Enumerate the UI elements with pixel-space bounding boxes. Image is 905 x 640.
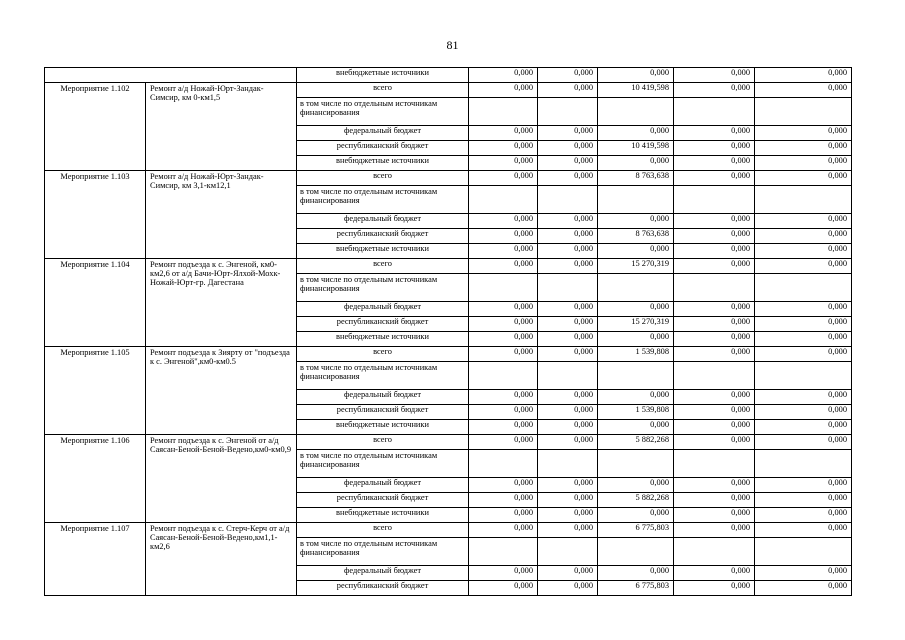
value-cell: 0,000 (674, 435, 755, 450)
activity-code-cell: Мероприятие 1.107 (45, 523, 146, 596)
value-cell: 0,000 (755, 68, 852, 83)
activity-code-cell: Мероприятие 1.103 (45, 171, 146, 259)
value-cell: 0,000 (538, 420, 598, 435)
value-cell: 0,000 (755, 508, 852, 523)
funding-source-cell: всего (297, 259, 469, 274)
value-cell: 0,000 (674, 508, 755, 523)
value-cell: 0,000 (598, 156, 674, 171)
value-cell: 0,000 (538, 508, 598, 523)
funding-source-cell: федеральный бюджет (297, 390, 469, 405)
value-cell: 0,000 (538, 523, 598, 538)
activity-name-cell: Ремонт подъезда к Зиярту от "подъезда к с. Энгеной",км0-км0.5 (146, 347, 297, 435)
value-cell: 0,000 (674, 493, 755, 508)
value-cell: 0,000 (538, 302, 598, 317)
value-cell: 5 882,268 (598, 493, 674, 508)
value-cell: 8 763,638 (598, 171, 674, 186)
value-cell: 0,000 (674, 141, 755, 156)
value-cell: 0,000 (469, 405, 538, 420)
value-cell: 0,000 (469, 68, 538, 83)
value-cell: 0,000 (538, 156, 598, 171)
funding-source-cell: в том числе по отдельным источникам финансирования (297, 274, 469, 302)
value-cell: 0,000 (469, 493, 538, 508)
value-cell: 0,000 (755, 156, 852, 171)
value-cell: 0,000 (674, 68, 755, 83)
funding-source-cell: республиканский бюджет (297, 405, 469, 420)
value-cell: 0,000 (598, 566, 674, 581)
value-cell: 5 882,268 (598, 435, 674, 450)
value-cell: 0,000 (469, 435, 538, 450)
value-cell: 0,000 (674, 523, 755, 538)
value-cell: 0,000 (674, 420, 755, 435)
value-cell: 0,000 (755, 332, 852, 347)
blank-cell (45, 68, 297, 83)
activity-code-cell: Мероприятие 1.106 (45, 435, 146, 523)
funding-source-cell: внебюджетные источники (297, 156, 469, 171)
value-cell: 0,000 (469, 156, 538, 171)
funding-source-cell: федеральный бюджет (297, 214, 469, 229)
table-row (45, 435, 852, 450)
value-cell: 0,000 (755, 347, 852, 362)
value-cell: 0,000 (674, 229, 755, 244)
funding-source-cell: республиканский бюджет (297, 229, 469, 244)
value-cell: 0,000 (538, 478, 598, 493)
value-cell: 0,000 (469, 171, 538, 186)
carryover-row (45, 68, 852, 83)
value-cell (674, 538, 755, 566)
table-body (45, 68, 852, 596)
value-cell (469, 538, 538, 566)
value-cell (598, 450, 674, 478)
table-row (45, 83, 852, 98)
value-cell: 0,000 (755, 390, 852, 405)
funding-source-cell: республиканский бюджет (297, 317, 469, 332)
value-cell (755, 186, 852, 214)
funding-source-cell: в том числе по отдельным источникам финансирования (297, 186, 469, 214)
value-cell: 0,000 (755, 405, 852, 420)
value-cell: 0,000 (538, 126, 598, 141)
budget-table (44, 67, 852, 596)
value-cell: 0,000 (755, 229, 852, 244)
value-cell: 0,000 (674, 566, 755, 581)
activity-name-cell: Ремонт подъезда к с. Энгеной от а/д Саясан-Беной-Беной-Ведено,км0-км0,9 (146, 435, 297, 523)
value-cell (674, 274, 755, 302)
table-row (45, 259, 852, 274)
value-cell: 0,000 (598, 478, 674, 493)
value-cell: 0,000 (598, 508, 674, 523)
value-cell (598, 362, 674, 390)
funding-source-cell: всего (297, 347, 469, 362)
value-cell: 0,000 (674, 259, 755, 274)
value-cell: 0,000 (469, 126, 538, 141)
value-cell: 6 775,803 (598, 523, 674, 538)
funding-source-cell: федеральный бюджет (297, 566, 469, 581)
value-cell: 0,000 (598, 302, 674, 317)
value-cell: 0,000 (469, 229, 538, 244)
value-cell: 0,000 (674, 347, 755, 362)
value-cell (598, 274, 674, 302)
value-cell (469, 274, 538, 302)
value-cell: 0,000 (469, 141, 538, 156)
value-cell: 0,000 (598, 126, 674, 141)
value-cell: 0,000 (469, 390, 538, 405)
value-cell: 0,000 (674, 302, 755, 317)
value-cell (538, 362, 598, 390)
funding-source-cell: в том числе по отдельным источникам финансирования (297, 362, 469, 390)
value-cell: 0,000 (674, 156, 755, 171)
value-cell: 0,000 (538, 259, 598, 274)
value-cell: 0,000 (674, 214, 755, 229)
value-cell: 0,000 (755, 420, 852, 435)
funding-source-cell: в том числе по отдельным источникам финансирования (297, 538, 469, 566)
value-cell: 10 419,598 (598, 141, 674, 156)
value-cell: 0,000 (538, 347, 598, 362)
activity-name-cell: Ремонт а/д Ножай-Юрт-Зандак-Симсир, км 3,1-км12,1 (146, 171, 297, 259)
funding-source-cell: республиканский бюджет (297, 141, 469, 156)
funding-source-cell: внебюджетные источники (297, 508, 469, 523)
funding-source-cell: всего (297, 435, 469, 450)
value-cell: 0,000 (538, 171, 598, 186)
value-cell (674, 98, 755, 126)
value-cell (469, 186, 538, 214)
value-cell: 0,000 (674, 405, 755, 420)
value-cell (469, 98, 538, 126)
value-cell: 0,000 (598, 214, 674, 229)
value-cell: 0,000 (755, 244, 852, 259)
funding-source-cell: в том числе по отдельным источникам финансирования (297, 98, 469, 126)
value-cell: 0,000 (674, 126, 755, 141)
value-cell (674, 450, 755, 478)
value-cell: 0,000 (538, 390, 598, 405)
value-cell: 0,000 (538, 566, 598, 581)
value-cell: 0,000 (469, 420, 538, 435)
value-cell: 0,000 (538, 405, 598, 420)
value-cell: 0,000 (469, 478, 538, 493)
value-cell: 0,000 (538, 581, 598, 596)
value-cell: 0,000 (469, 566, 538, 581)
value-cell: 10 419,598 (598, 83, 674, 98)
value-cell: 0,000 (598, 390, 674, 405)
table-row (45, 171, 852, 186)
value-cell: 0,000 (469, 332, 538, 347)
value-cell: 0,000 (538, 317, 598, 332)
activity-code-cell: Мероприятие 1.105 (45, 347, 146, 435)
value-cell: 0,000 (469, 508, 538, 523)
funding-source-cell: всего (297, 83, 469, 98)
funding-source-cell: республиканский бюджет (297, 493, 469, 508)
value-cell: 0,000 (469, 523, 538, 538)
value-cell (598, 186, 674, 214)
value-cell: 0,000 (538, 68, 598, 83)
value-cell (674, 362, 755, 390)
value-cell: 1 539,808 (598, 347, 674, 362)
value-cell (598, 538, 674, 566)
value-cell: 0,000 (755, 478, 852, 493)
value-cell: 0,000 (674, 478, 755, 493)
value-cell: 0,000 (469, 317, 538, 332)
value-cell: 0,000 (469, 581, 538, 596)
value-cell: 0,000 (674, 581, 755, 596)
value-cell: 0,000 (538, 214, 598, 229)
funding-source-cell: внебюджетные источники (297, 244, 469, 259)
value-cell: 0,000 (469, 302, 538, 317)
page-number: 81 (446, 38, 459, 52)
value-cell: 0,000 (755, 317, 852, 332)
value-cell: 0,000 (538, 493, 598, 508)
value-cell: 1 539,808 (598, 405, 674, 420)
value-cell: 0,000 (755, 259, 852, 274)
value-cell: 0,000 (755, 214, 852, 229)
value-cell: 0,000 (674, 171, 755, 186)
value-cell: 0,000 (469, 214, 538, 229)
value-cell: 0,000 (674, 317, 755, 332)
value-cell: 0,000 (598, 68, 674, 83)
value-cell: 0,000 (538, 435, 598, 450)
value-cell: 0,000 (538, 244, 598, 259)
value-cell: 0,000 (674, 332, 755, 347)
value-cell: 15 270,319 (598, 259, 674, 274)
value-cell (755, 450, 852, 478)
value-cell: 0,000 (674, 244, 755, 259)
value-cell: 0,000 (538, 83, 598, 98)
value-cell (538, 274, 598, 302)
table-row (45, 523, 852, 538)
value-cell: 0,000 (755, 141, 852, 156)
value-cell: 0,000 (755, 493, 852, 508)
value-cell: 0,000 (469, 244, 538, 259)
value-cell: 0,000 (755, 581, 852, 596)
value-cell (469, 450, 538, 478)
activity-name-cell: Ремонт а/д Ножай-Юрт-Зандак-Симсир, км 0-км1,5 (146, 83, 297, 171)
value-cell: 0,000 (755, 566, 852, 581)
activity-name-cell: Ремонт подъезда к с. Энгеной, км0-км2,6 от а/д Бачи-Юрт-Ялхой-Мохк-Ножай-Юрт-гр. Дагестана (146, 259, 297, 347)
funding-source-cell: внебюджетные источники (297, 420, 469, 435)
value-cell: 0,000 (755, 126, 852, 141)
funding-source-cell: федеральный бюджет (297, 302, 469, 317)
value-cell: 0,000 (755, 83, 852, 98)
value-cell: 8 763,638 (598, 229, 674, 244)
value-cell (598, 98, 674, 126)
funding-source-cell: внебюджетные источники (297, 332, 469, 347)
value-cell: 0,000 (469, 259, 538, 274)
value-cell (538, 450, 598, 478)
activity-code-cell: Мероприятие 1.104 (45, 259, 146, 347)
funding-source-cell: в том числе по отдельным источникам финансирования (297, 450, 469, 478)
table-row (45, 347, 852, 362)
value-cell (469, 362, 538, 390)
value-cell (674, 186, 755, 214)
funding-source-cell: республиканский бюджет (297, 581, 469, 596)
funding-source-cell: федеральный бюджет (297, 478, 469, 493)
value-cell (755, 98, 852, 126)
value-cell (755, 274, 852, 302)
value-cell: 0,000 (598, 420, 674, 435)
activity-code-cell: Мероприятие 1.102 (45, 83, 146, 171)
value-cell: 0,000 (469, 83, 538, 98)
value-cell: 0,000 (755, 171, 852, 186)
value-cell: 15 270,319 (598, 317, 674, 332)
value-cell (755, 538, 852, 566)
value-cell (538, 538, 598, 566)
value-cell: 0,000 (598, 244, 674, 259)
value-cell: 0,000 (674, 390, 755, 405)
value-cell (755, 362, 852, 390)
value-cell: 6 775,803 (598, 581, 674, 596)
value-cell: 0,000 (598, 332, 674, 347)
activity-name-cell: Ремонт подъезда к с. Стерч-Керч от а/д Саясан-Беной-Беной-Ведено,км1,1-км2,6 (146, 523, 297, 596)
value-cell: 0,000 (755, 302, 852, 317)
value-cell (538, 186, 598, 214)
value-cell: 0,000 (755, 435, 852, 450)
value-cell (538, 98, 598, 126)
value-cell: 0,000 (755, 523, 852, 538)
value-cell: 0,000 (538, 332, 598, 347)
funding-source-cell: всего (297, 523, 469, 538)
funding-source-cell: всего (297, 171, 469, 186)
value-cell: 0,000 (674, 83, 755, 98)
value-cell: 0,000 (469, 347, 538, 362)
value-cell: 0,000 (538, 229, 598, 244)
value-cell: 0,000 (538, 141, 598, 156)
funding-source-cell: внебюджетные источники (297, 68, 469, 83)
funding-source-cell: федеральный бюджет (297, 126, 469, 141)
